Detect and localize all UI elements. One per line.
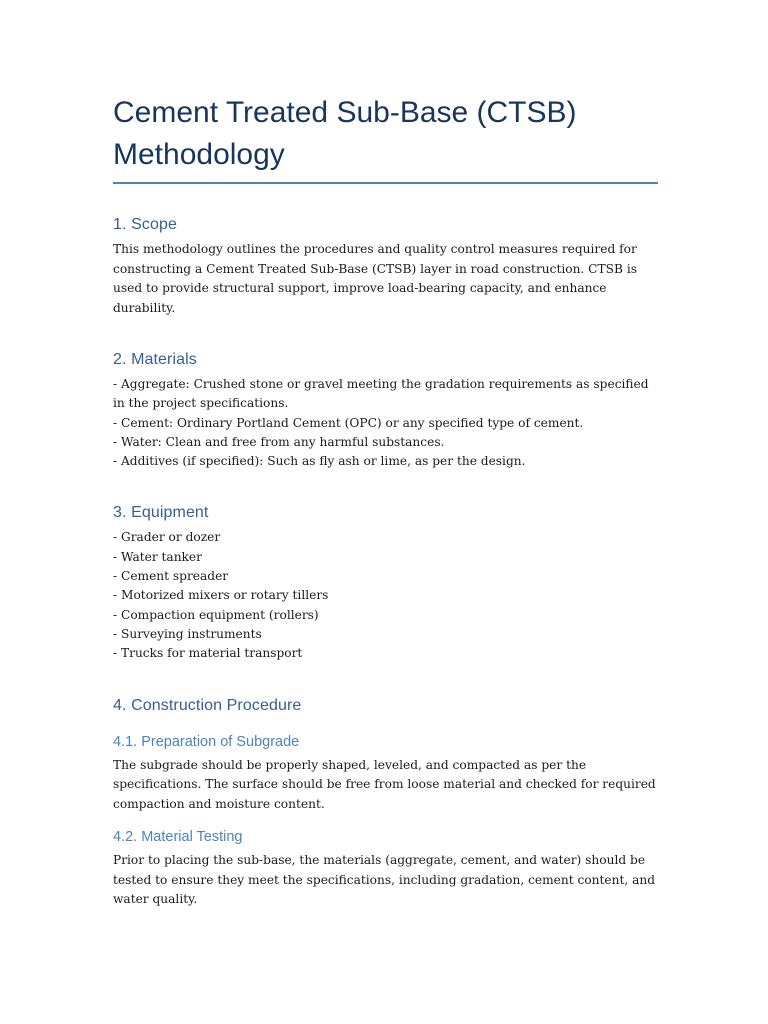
list-item: - Additives (if specified): Such as fly ash or lime, as per the design. [113,454,526,469]
document-title [113,92,658,176]
section-scope [113,215,658,318]
preparation-paragraph: The subgrade should be properly shaped, leveled, and compacted as per the specifications. The surface should be free from loose material and checked for required compaction and moisture content. [113,757,656,811]
section-heading-construction-procedure: 4. Construction Procedure [113,696,302,714]
list-item: - Grader or dozer [113,530,221,545]
document-content [113,92,658,910]
list-item: - Aggregate: Crushed stone or gravel meeting the gradation requirements as specified in the project specifications. [113,377,649,411]
list-item: - Cement: Ordinary Portland Cement (OPC) or any specified type of cement. [113,415,584,430]
list-item: - Water: Clean and free from any harmful substances. [113,434,445,449]
section-heading-equipment: 3. Equipment [113,504,209,522]
section-equipment [113,503,658,663]
list-item: - Motorized mixers or rotary tillers [113,588,329,603]
list-item: - Trucks for material transport [113,646,303,661]
scope-paragraph: This methodology outlines the procedures and quality control measures required for constructing a Cement Treated Sub-Base (CTSB) layer in road construction. CTSB is used to provide structural support, improve load-bearing capacity, and enhance durability. [113,242,637,315]
material-testing-paragraph: Prior to placing the sub-base, the materials (aggregate, cement, and water) should be tested to ensure they meet the specifications, including gradation, cement content, and water quality. [113,853,656,907]
list-item: - Water tanker [113,549,202,564]
document-title-line-2: Methodology [113,138,285,171]
list-item: - Surveying instruments [113,626,262,641]
subsection-heading-preparation: 4.1. Preparation of Subgrade [113,733,300,750]
equipment-list [113,528,658,663]
section-heading-materials: 2. Materials [113,351,197,368]
section-construction-procedure [113,696,658,910]
document-title-line-1: Cement Treated Sub-Base (CTSB) [113,96,577,129]
list-item: - Compaction equipment (rollers) [113,607,319,622]
subsection-preparation-of-subgrade [113,732,658,815]
title-divider [113,182,658,184]
materials-list [113,375,658,471]
section-materials [113,350,658,471]
subsection-material-testing [113,827,658,910]
subsection-heading-material-testing: 4.2. Material Testing [113,829,243,846]
list-item: - Cement spreader [113,569,229,584]
section-heading-scope: 1. Scope [113,216,177,233]
